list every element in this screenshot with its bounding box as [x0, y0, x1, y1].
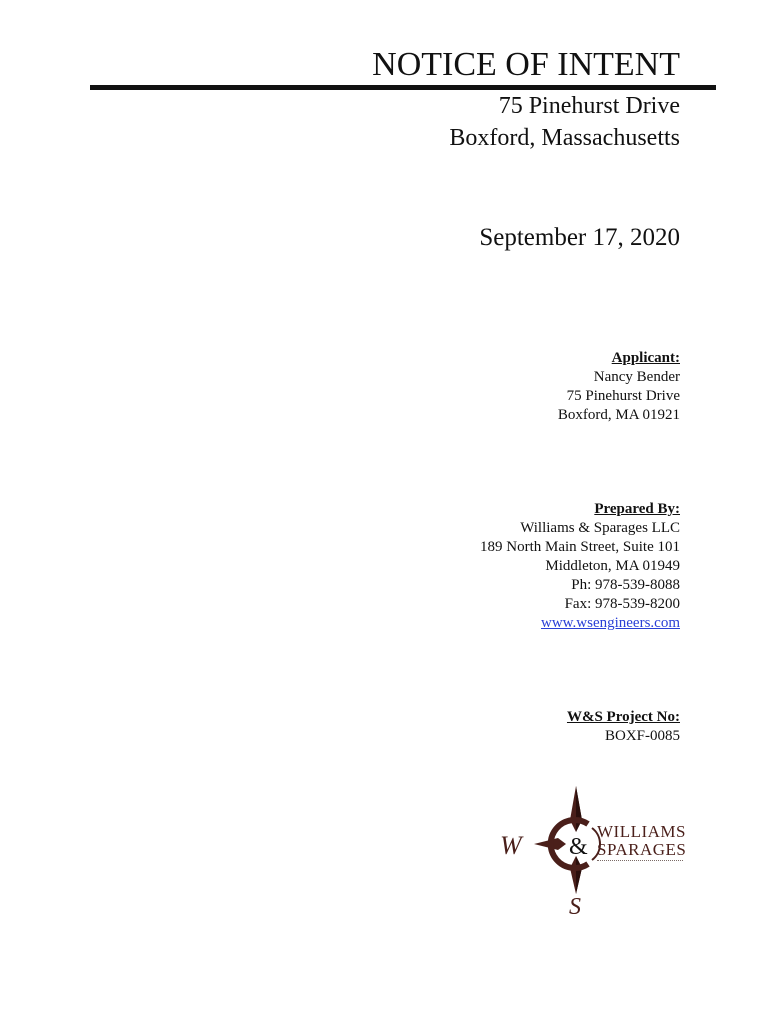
preparer-phone: Ph: 978-539-8088 — [571, 577, 680, 593]
logo-ampersand: & — [569, 834, 588, 860]
site-address — [449, 90, 680, 154]
site-address-line2: Boxford, Massachusetts — [449, 125, 680, 151]
logo-wordmark — [597, 823, 686, 859]
preparer-city: Middleton, MA 01949 — [545, 558, 680, 574]
preparer-fax: Fax: 978-539-8200 — [564, 596, 680, 612]
applicant-street: 75 Pinehurst Drive — [566, 388, 680, 404]
prepared-by-block — [480, 500, 680, 633]
prepared-by-heading: Prepared By: — [594, 501, 680, 517]
logo-name-line1: WILLIAMS — [597, 822, 686, 841]
document-date: September 17, 2020 — [479, 224, 680, 251]
preparer-street: 189 North Main Street, Suite 101 — [480, 539, 680, 555]
logo-letter-w: W — [500, 831, 522, 860]
applicant-heading: Applicant: — [611, 350, 680, 366]
project-number-value: BOXF-0085 — [604, 728, 680, 744]
applicant-block — [558, 349, 680, 425]
project-number-heading: W&S Project No: — [566, 709, 680, 725]
logo-name-line2: SPARAGES — [597, 840, 687, 859]
logo-letter-s: S — [569, 894, 581, 920]
preparer-website-link[interactable]: www.wsengineers.com — [541, 615, 680, 631]
applicant-city: Boxford, MA 01921 — [557, 407, 680, 423]
applicant-name: Nancy Bender — [593, 369, 680, 385]
project-number-block — [567, 708, 680, 746]
preparer-company: Williams & Sparages LLC — [520, 520, 680, 536]
logo-tagline-rule — [597, 860, 683, 863]
site-address-line1: 75 Pinehurst Drive — [498, 93, 680, 119]
document-title: NOTICE OF INTENT — [372, 46, 680, 83]
